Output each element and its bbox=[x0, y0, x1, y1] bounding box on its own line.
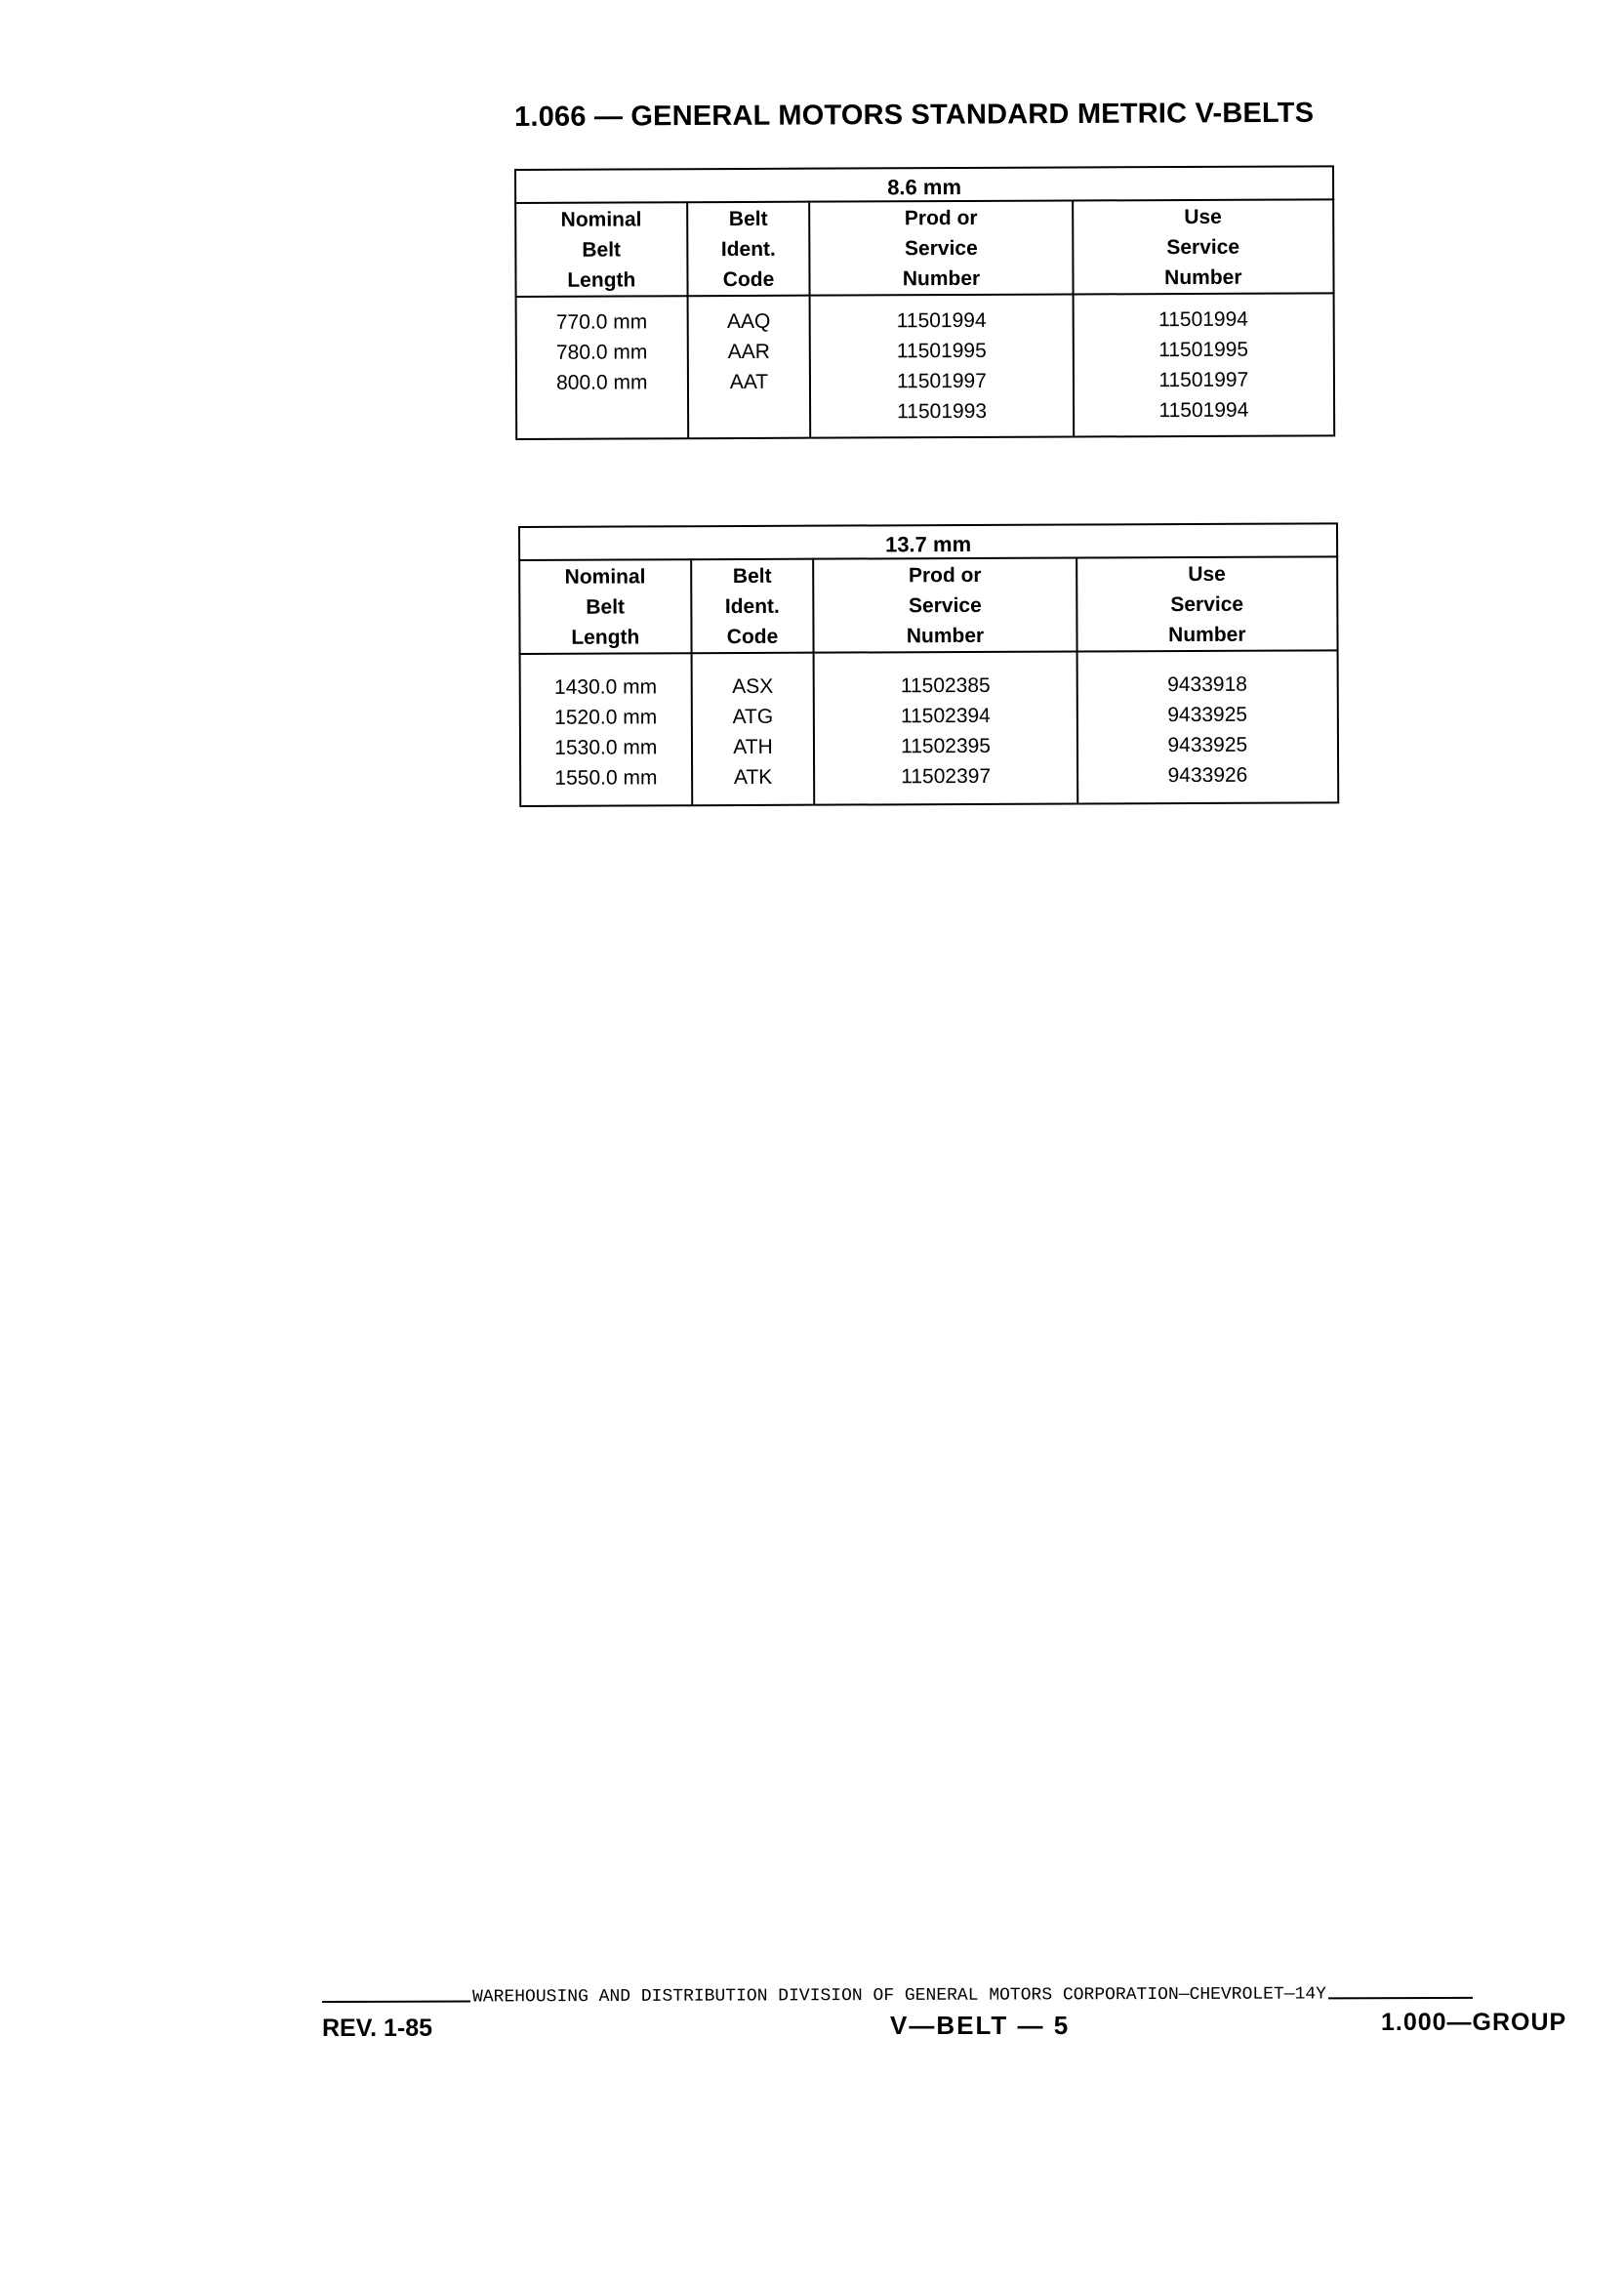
footer-corporation-line bbox=[322, 1983, 1581, 2008]
header-prod-or-service-number bbox=[810, 201, 1074, 296]
cell-value: 11502385 bbox=[900, 673, 991, 698]
header-line: Number bbox=[1168, 623, 1246, 646]
header-line: Code bbox=[726, 625, 779, 648]
cell-value: ATG bbox=[732, 705, 774, 729]
header-use-service-number bbox=[1073, 199, 1334, 294]
column-prod-service-number bbox=[810, 295, 1074, 438]
cell-value: 9433925 bbox=[1167, 703, 1248, 727]
cell-value: 11501995 bbox=[1158, 338, 1249, 362]
footer-rule-right bbox=[1328, 1997, 1473, 2000]
header-belt-ident-code bbox=[691, 559, 814, 654]
footer-corporation-text: WAREHOUSING AND DISTRIBUTION DIVISION OF GENERAL MOTORS CORPORATION—CHEVROLET—14Y bbox=[471, 1984, 1327, 2008]
column-use-service-number bbox=[1073, 293, 1334, 436]
header-nominal-belt-length bbox=[519, 559, 691, 654]
footer-page-number: V—BELT — 5 bbox=[890, 2011, 1071, 2040]
header-nominal-belt-length bbox=[515, 202, 687, 297]
header-line: Ident. bbox=[724, 594, 780, 618]
table-size-row bbox=[519, 523, 1337, 560]
header-line: Nominal bbox=[560, 207, 642, 231]
cell-value: AAQ bbox=[726, 309, 771, 334]
belt-table-8-6mm bbox=[514, 165, 1335, 440]
cell-value: 11501997 bbox=[1158, 368, 1249, 392]
cell-value: ASX bbox=[732, 674, 774, 699]
cell-value: 9433926 bbox=[1167, 763, 1248, 788]
table-size-row bbox=[515, 166, 1333, 203]
cell-value: 1520.0 mm bbox=[554, 706, 658, 729]
header-line: Belt bbox=[586, 595, 626, 619]
table-header-row bbox=[519, 556, 1337, 654]
cell-value: AAT bbox=[729, 370, 769, 394]
cell-value: ATK bbox=[733, 765, 773, 790]
header-line: Use bbox=[1188, 562, 1226, 586]
cell-value: 11501995 bbox=[896, 339, 987, 363]
cell-value: 11502395 bbox=[901, 734, 992, 758]
cell-value bbox=[517, 397, 687, 428]
header-line: Use bbox=[1184, 205, 1222, 228]
table-body-row bbox=[516, 293, 1335, 439]
header-line: Length bbox=[567, 267, 636, 292]
cell-value: ATH bbox=[733, 735, 773, 759]
header-line: Service bbox=[1170, 592, 1244, 616]
cell-value: 9433925 bbox=[1167, 733, 1248, 757]
cell-value: 11502397 bbox=[901, 764, 992, 789]
header-line: Service bbox=[908, 593, 982, 617]
belt-table-13-7mm bbox=[518, 522, 1339, 807]
cell-value: 1530.0 mm bbox=[554, 736, 658, 759]
cell-value: 780.0 mm bbox=[555, 341, 648, 364]
cell-value: 800.0 mm bbox=[556, 371, 648, 394]
header-prod-or-service-number bbox=[814, 558, 1077, 653]
header-line: Number bbox=[1164, 265, 1242, 289]
cell-value: 11501994 bbox=[1158, 307, 1248, 332]
header-line: Belt bbox=[582, 238, 622, 262]
header-line: Service bbox=[904, 236, 978, 260]
table-header-row bbox=[515, 199, 1333, 297]
page-title: 1.066 — GENERAL MOTORS STANDARD METRIC V-BELTS bbox=[514, 97, 1315, 133]
column-use-service-number bbox=[1076, 650, 1338, 803]
header-line: Number bbox=[902, 266, 981, 290]
cell-value: 11501994 bbox=[896, 308, 987, 333]
cell-value: 11502394 bbox=[900, 704, 991, 728]
footer-revision: REV. 1-85 bbox=[322, 2015, 433, 2042]
table-size-heading: 8.6 mm bbox=[515, 166, 1333, 203]
footer-rule-left bbox=[322, 2000, 470, 2003]
column-nominal-length bbox=[520, 653, 692, 806]
header-line: Ident. bbox=[720, 237, 776, 261]
footer-group: 1.000—GROUP bbox=[1381, 2009, 1567, 2036]
header-line: Nominal bbox=[564, 564, 646, 589]
cell-value: 11501993 bbox=[897, 399, 988, 424]
cell-value: 11501994 bbox=[1158, 398, 1249, 423]
cell-value: 11501997 bbox=[896, 369, 987, 393]
column-prod-service-number bbox=[814, 652, 1077, 805]
cell-value: 9433918 bbox=[1167, 672, 1247, 697]
header-belt-ident-code bbox=[687, 202, 810, 297]
cell-value: 1430.0 mm bbox=[553, 675, 658, 699]
header-line: Prod or bbox=[908, 563, 982, 587]
cell-value: 1550.0 mm bbox=[554, 766, 658, 790]
header-line: Belt bbox=[728, 207, 768, 230]
header-use-service-number bbox=[1076, 556, 1338, 651]
column-ident-code bbox=[687, 296, 810, 439]
header-line: Code bbox=[722, 267, 775, 291]
cell-value bbox=[689, 397, 810, 428]
cell-value: 770.0 mm bbox=[555, 310, 648, 334]
cell-value: AAR bbox=[727, 340, 770, 364]
column-ident-code bbox=[691, 653, 814, 806]
table-body-row bbox=[520, 650, 1339, 806]
header-line: Belt bbox=[732, 564, 772, 588]
table-size-heading: 13.7 mm bbox=[519, 523, 1337, 560]
header-line: Length bbox=[571, 625, 640, 649]
header-line: Prod or bbox=[904, 206, 978, 229]
column-nominal-length bbox=[516, 296, 688, 439]
header-line: Service bbox=[1166, 235, 1240, 259]
header-line: Number bbox=[906, 624, 985, 647]
